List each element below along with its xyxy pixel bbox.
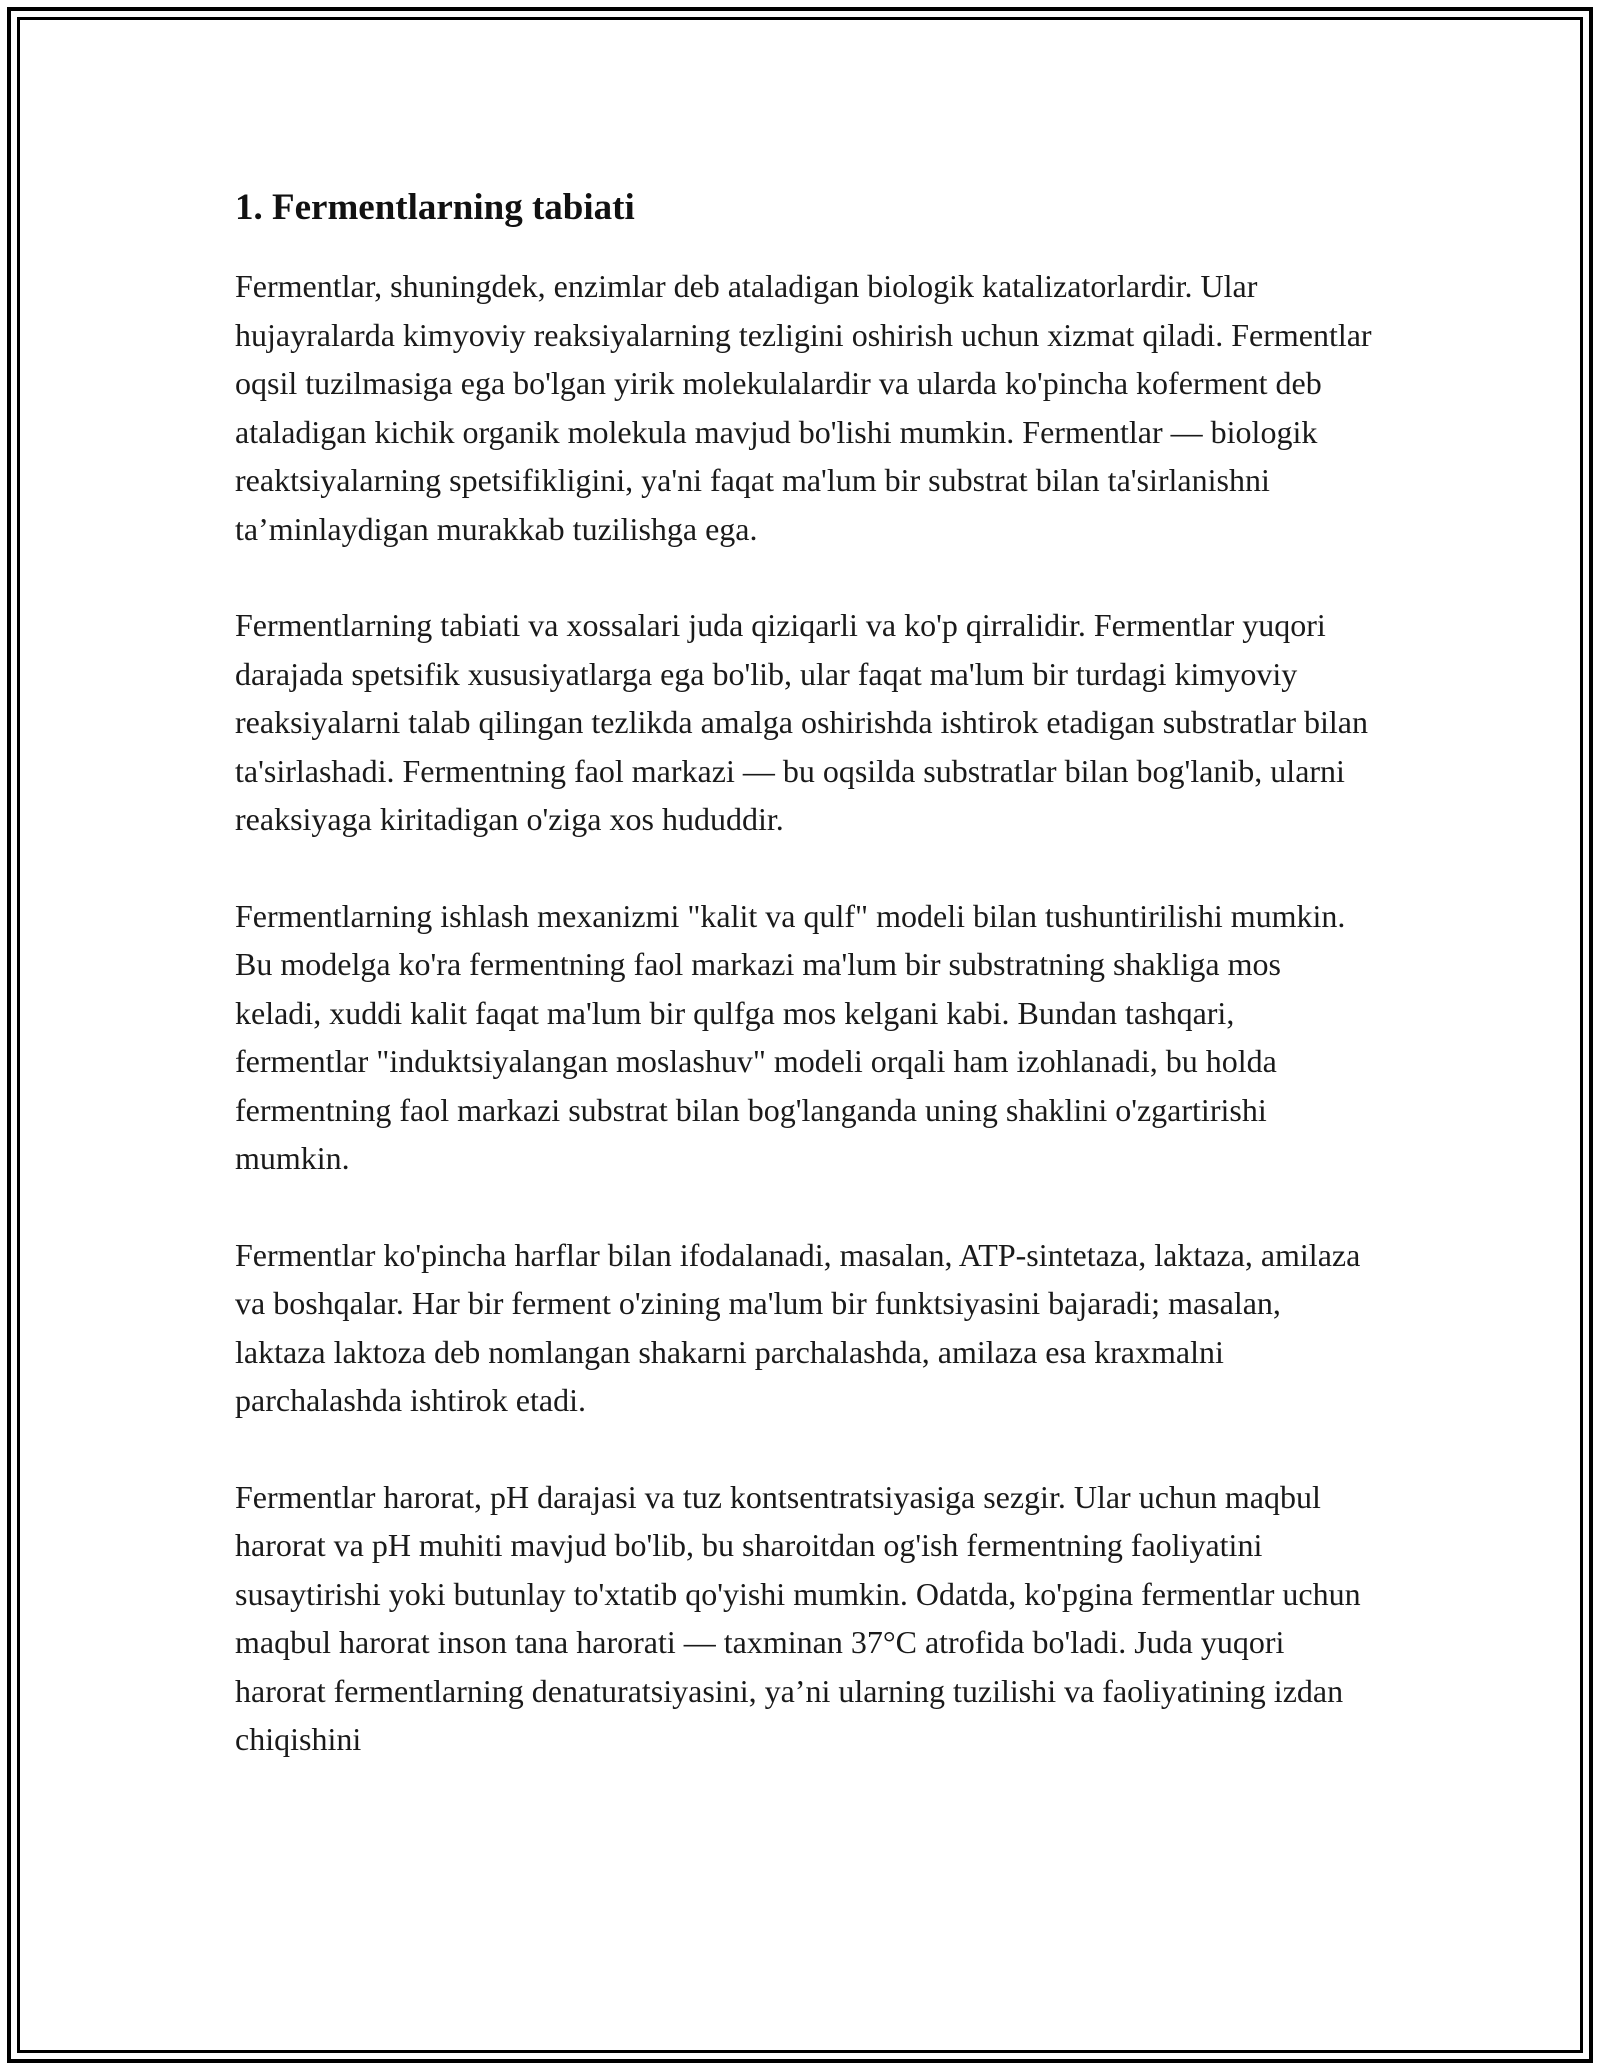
paragraph-enzyme-examples: Fermentlar ko'pincha harflar bilan ifodalanadi, masalan, ATP-sintetaza, laktaza, amilaza va boshqalar. Har bir ferment o'zining ma'lum bir funktsiyasini bajaradi; masalan, laktaza laktoza deb nomlangan shakarni parchalashda, amilaza esa kraxmalni parchalashda ishtirok etadi. [235,1236,1361,1419]
paragraph-enzyme-definition: Fermentlar, shuningdek, enzimlar deb ataladigan biologik katalizatorlardir. Ular hujayralarda kimyoviy reaksiyalarning tezligini oshirish uchun xizmat qiladi. Fermentlar oqsil tuzilmasiga ega bo'lgan yirik molekulalardir va ularda ko'pincha koferment deb ataladigan kichik organik molekula mavjud bo'lishi mumkin. Fermentlar — biologik reaktsiyalarning spetsifikligini, ya'ni faqat ma'lum bir substrat bilan ta'sirlanishni ta’minlaydigan murakkab tuzilishga ega. [235,268,1372,547]
paragraph-temperature-ph: Fermentlar harorat, pH darajasi va tuz kontsentratsiyasiga sezgir. Ular uchun maqbul harorat va pH muhiti mavjud bo'lib, bu sharoitdan og'ish fermentning faoliyatini susaytirishi yoki butunlay to'xtatib qo'yishi mumkin. Odatda, ko'pgina fermentlar uchun maqbul harorat inson tana harorati — taxminan 37°C atrofida bo'ladi. Juda yuqori harorat fermentlarning denaturatsiyasini, ya’ni ularning tuzilishi va faoliyatining izdan chiqishini [235,1478,1361,1758]
section-title: 1. Fermentlarning tabiati [235,187,635,228]
paragraph-lock-and-key-model: Fermentlarning ishlash mexanizmi "kalit va qulf" modeli bilan tushuntirilishi mumkin. Bu modelga ko'ra fermentning faol markazi ma'lum bir substratning shakliga mos keladi, xuddi kalit faqat ma'lum bir qulfga mos kelgani kabi. Bundan tashqari, fermentlar "induktsiyalangan moslashuv" modeli orqali ham izohlanadi, bu holda fermentning faol markazi substrat bilan bog'langanda uning shaklini o'zgartirishi mumkin. [235,897,1346,1177]
document-body [235,186,1375,1812]
paragraph-enzyme-properties: Fermentlarning tabiati va xossalari juda qiziqarli va ko'p qirralidir. Fermentlar yuqori darajada spetsifik xususiyatlarga ega bo'lib, ular faqat ma'lum bir turdagi kimyoviy reaksiyalarni talab qilingan tezlikda amalga oshirishda ishtirok etadigan substratlar bilan ta'sirlashadi. Fermentning faol markazi — bu oqsilda substratlar bilan bog'lanib, ularni reaksiyaga kiritadigan o'ziga xos hududdir. [235,607,1368,838]
